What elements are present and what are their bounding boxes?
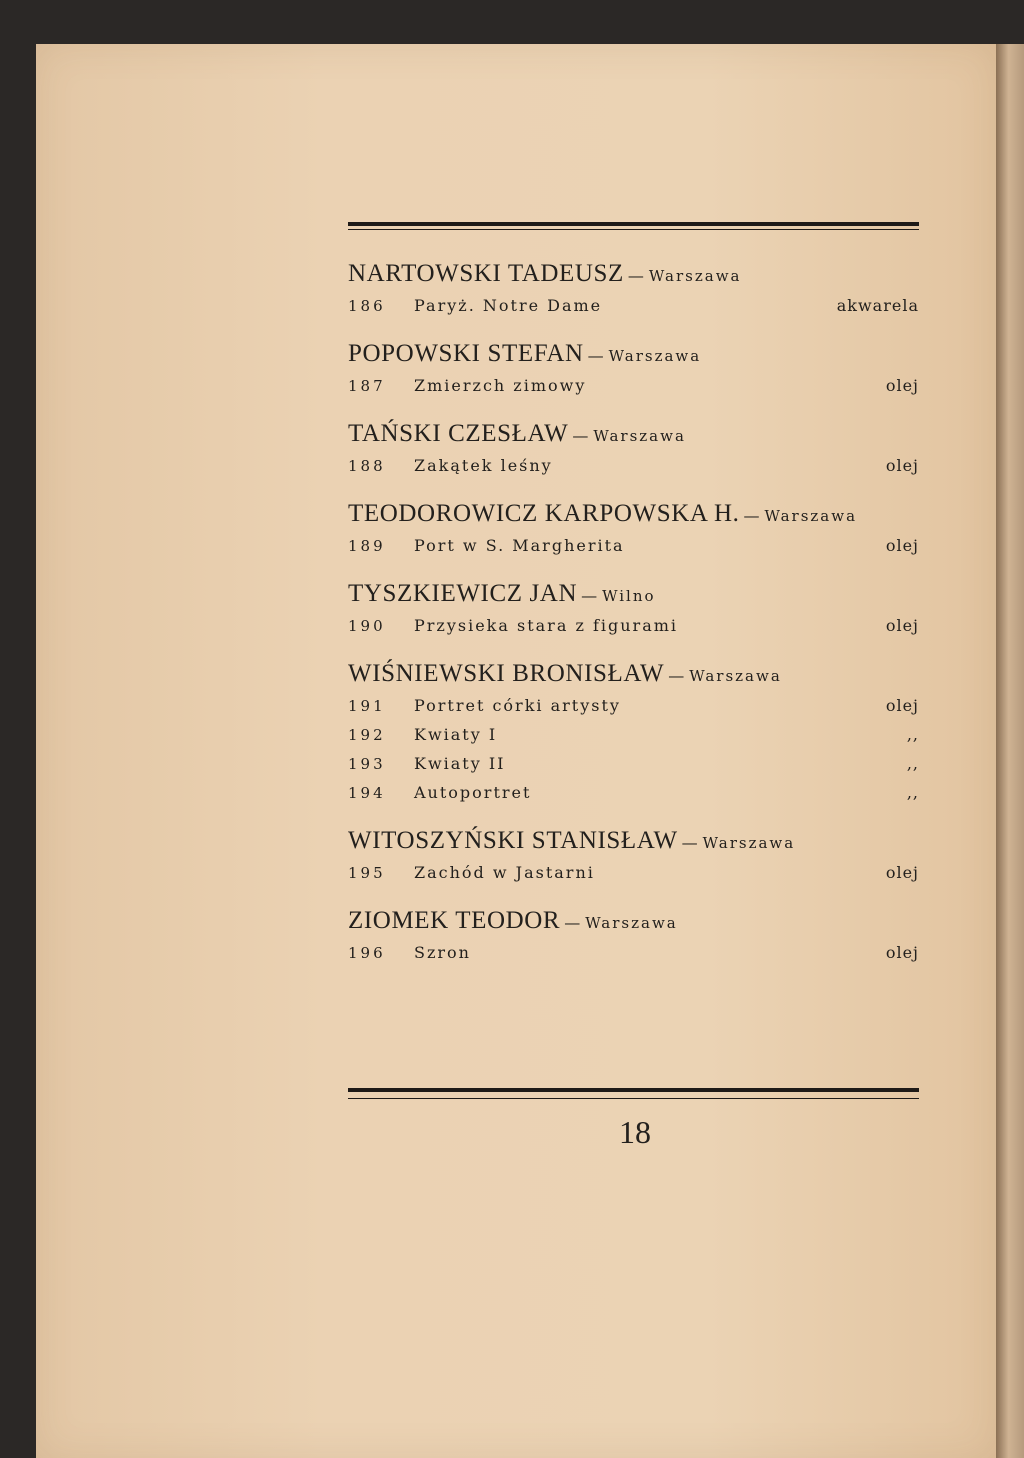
page-number: 18 <box>619 1114 651 1150</box>
work-title: Zachód w Jastarni <box>414 863 595 882</box>
artist-entry <box>348 258 919 320</box>
work-row <box>348 858 919 887</box>
separator-dash: — <box>587 346 605 365</box>
work-medium: ,, <box>906 725 919 744</box>
work-medium: olej <box>885 456 919 475</box>
artist-entry <box>348 905 919 967</box>
work-medium: olej <box>885 376 919 395</box>
artist-name: TAŃSKI CZESŁAW <box>348 420 569 447</box>
work-medium: olej <box>885 863 919 882</box>
artist-heading <box>348 498 919 531</box>
artist-city: Warszawa <box>593 427 686 445</box>
artist-heading <box>348 825 919 858</box>
work-row <box>348 291 919 320</box>
work-title: Kwiaty II <box>414 754 506 773</box>
artist-city: Warszawa <box>764 507 858 525</box>
artist-heading <box>348 905 919 938</box>
work-title: Szron <box>414 943 471 962</box>
work-row <box>348 371 919 400</box>
work-title: Przysieka stara z figurami <box>414 616 679 635</box>
artist-name: TYSZKIEWICZ JAN <box>348 580 578 607</box>
work-row <box>348 451 919 480</box>
artist-entry <box>348 418 919 480</box>
work-number: 189 <box>348 537 386 555</box>
work-medium: ,, <box>906 754 919 773</box>
work-number: 191 <box>348 697 386 715</box>
artist-city: Warszawa <box>608 347 702 365</box>
artist-heading <box>348 338 919 371</box>
artist-heading <box>348 418 919 451</box>
artist-entry <box>348 825 919 887</box>
work-medium: olej <box>885 696 919 715</box>
separator-dash: — <box>681 833 699 852</box>
artist-name: ZIOMEK TEODOR <box>348 907 561 934</box>
work-row <box>348 749 919 778</box>
work-medium: ,, <box>906 783 919 802</box>
artist-heading <box>348 578 919 611</box>
separator-dash: — <box>668 666 686 685</box>
work-title: Autoportret <box>414 783 532 802</box>
work-number: 196 <box>348 944 386 962</box>
artist-name: WIŚNIEWSKI BRONISŁAW <box>348 660 665 687</box>
work-title: Paryż. Notre Dame <box>414 296 603 315</box>
artist-entry <box>348 578 919 640</box>
work-title: Portret córki artysty <box>414 696 621 715</box>
work-medium: olej <box>885 943 919 962</box>
artist-entry <box>348 658 919 807</box>
separator-dash: — <box>743 506 761 525</box>
work-title: Port w S. Margherita <box>414 536 625 555</box>
top-rule <box>348 222 919 230</box>
work-number: 193 <box>348 755 386 773</box>
work-row <box>348 938 919 967</box>
work-row <box>348 778 919 807</box>
work-medium: olej <box>885 616 919 635</box>
work-title: Zakątek leśny <box>414 456 553 475</box>
work-medium: olej <box>885 536 919 555</box>
artist-name: WITOSZYŃSKI STANISŁAW <box>348 827 678 854</box>
artist-heading <box>348 258 919 291</box>
separator-dash: — <box>581 586 599 605</box>
work-number: 192 <box>348 726 386 744</box>
work-row <box>348 611 919 640</box>
work-number: 187 <box>348 377 386 395</box>
separator-dash: — <box>627 266 645 285</box>
work-number: 186 <box>348 297 386 315</box>
artist-name: POPOWSKI STEFAN <box>348 340 584 367</box>
work-number: 195 <box>348 864 386 882</box>
work-number: 188 <box>348 457 386 475</box>
work-row <box>348 720 919 749</box>
catalog-list <box>348 258 919 985</box>
separator-dash: — <box>572 426 590 445</box>
bottom-rule <box>348 1088 919 1099</box>
page-edge <box>996 44 1024 1458</box>
work-number: 190 <box>348 617 386 635</box>
artist-city: Wilno <box>602 587 656 605</box>
work-title: Kwiaty I <box>414 725 498 744</box>
work-title: Zmierzch zimowy <box>414 376 587 395</box>
separator-dash: — <box>564 913 582 932</box>
work-number: 194 <box>348 784 386 802</box>
artist-city: Warszawa <box>648 267 742 285</box>
artist-entry <box>348 498 919 560</box>
artist-city: Warszawa <box>689 667 782 685</box>
artist-heading <box>348 658 919 691</box>
artist-name: TEODOROWICZ KARPOWSKA H. <box>348 500 740 527</box>
work-row <box>348 531 919 560</box>
artist-entry <box>348 338 919 400</box>
artist-city: Warszawa <box>585 914 678 932</box>
artist-city: Warszawa <box>702 834 796 852</box>
artist-name: NARTOWSKI TADEUSZ <box>348 260 624 287</box>
work-medium: akwarela <box>836 296 919 315</box>
work-row <box>348 691 919 720</box>
